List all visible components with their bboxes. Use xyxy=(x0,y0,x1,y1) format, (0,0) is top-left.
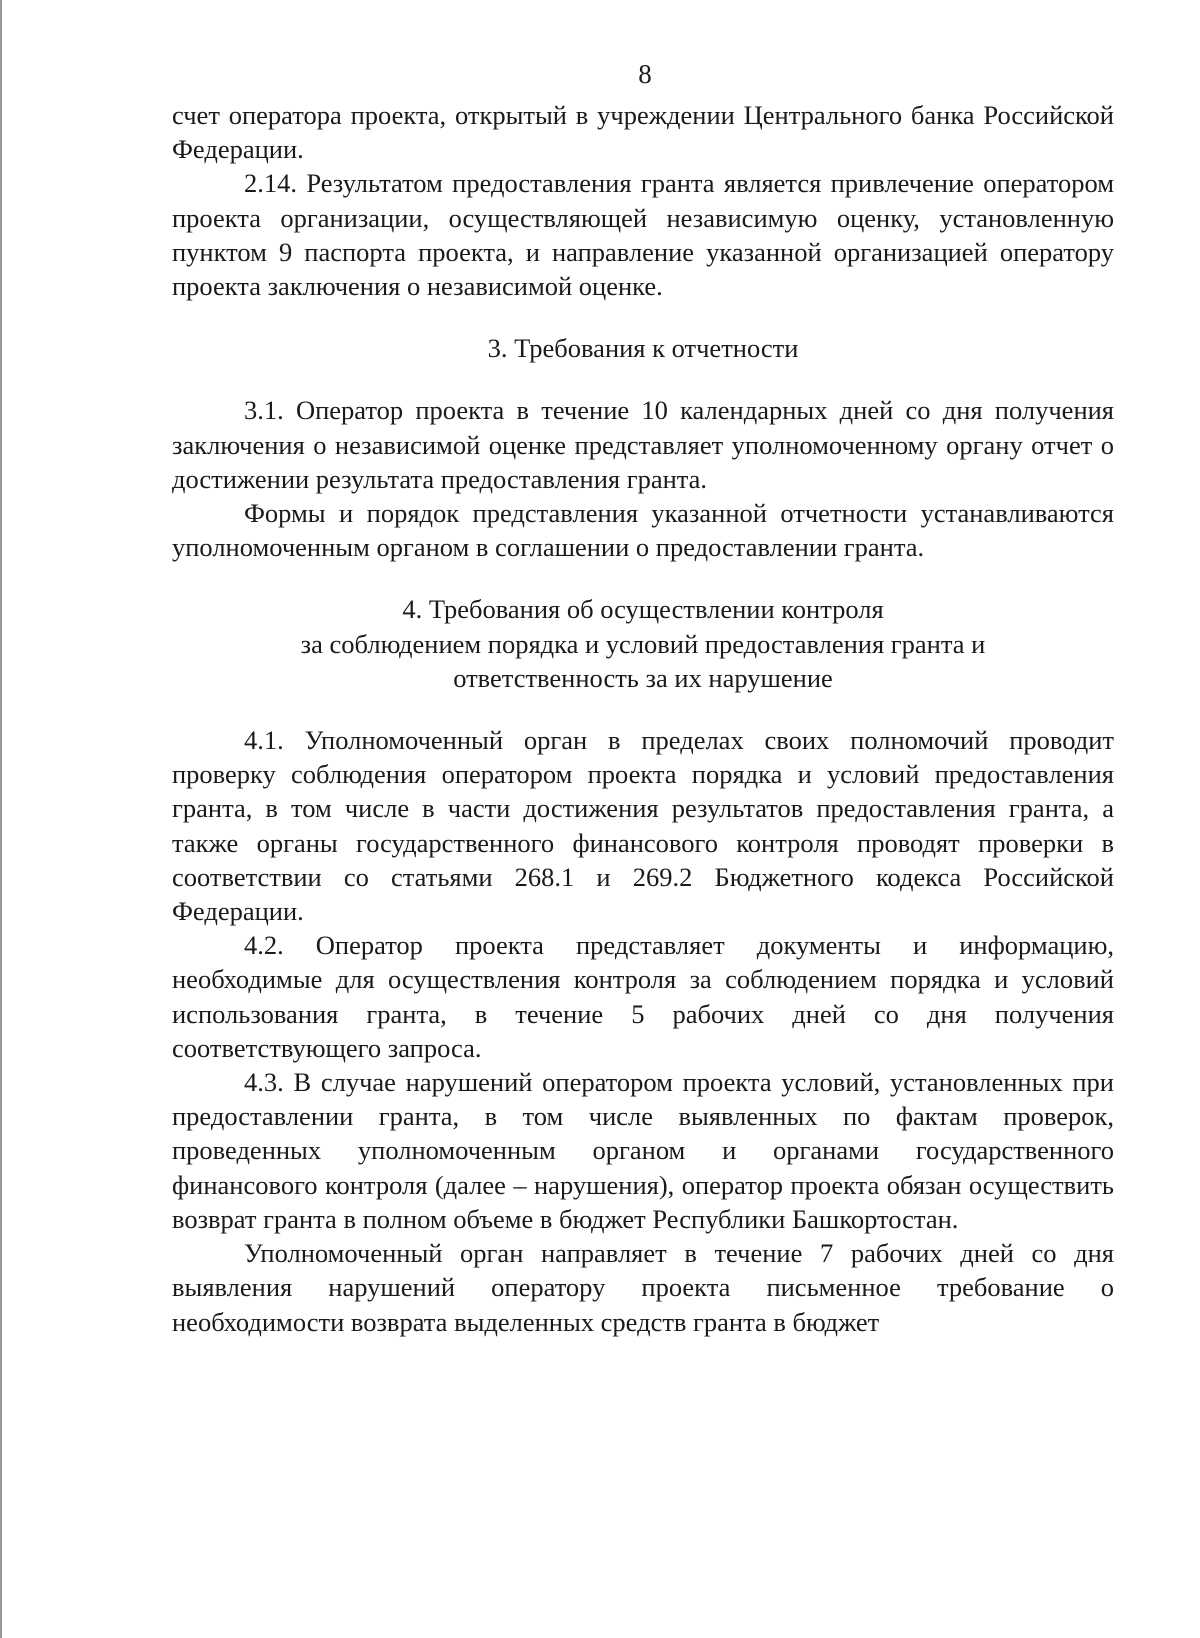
section-4-title-line-1: 4. Требования об осуществлении контроля xyxy=(402,594,884,625)
paragraph-4-3: 4.3. В случае нарушений оператором проекта условий, установленных при предоставлении гранта, в том числе выявленных по фактам проверок, проведенных уполномоченным органом и органами государственного финансового контроля (далее – нарушения), оператор проекта обязан осуществить возврат гранта в полном объеме в бюджет Республики Башкортостан. xyxy=(172,1067,1114,1234)
page-number: 8 xyxy=(638,59,652,89)
paragraph-4-1: 4.1. Уполномоченный орган в пределах своих полномочий проводит проверку соблюдения оператором проекта порядка и условий предоставления гранта, в том числе в части достижения результатов предоставления гранта, а также органы государственного финансового контроля проводят проверки в соответствии со статьями 268.1 и 269.2 Бюджетного кодекса Российской Федерации. xyxy=(172,725,1114,927)
scan-edge xyxy=(0,0,2,1638)
section-4-title-line-2: за соблюдением порядка и условий предоставления гранта и xyxy=(300,628,986,659)
section-4-title xyxy=(172,592,1114,695)
section-3-title xyxy=(172,331,1114,365)
paragraph-4-3-requirement: Уполномоченный орган направляет в течение 7 рабочих дней со дня выявления нарушений оператору проекта письменное требование о необходимости возврата выделенных средств гранта в бюджет xyxy=(172,1238,1114,1337)
section-3-title-text: 3. Требования к отчетности xyxy=(487,333,799,364)
paragraph-4-2: 4.2. Оператор проекта представляет документы и информацию, необходимые для осуществления контроля за соблюдением порядка и условий использования гранта, в течение 5 рабочих дней со дня получения соответствующего запроса. xyxy=(172,930,1114,1063)
paragraph-3-1: 3.1. Оператор проекта в течение 10 календарных дней со дня получения заключения о независимой оценке представляет уполномоченному органу отчет о достижении результата предоставления гранта. xyxy=(172,395,1114,494)
paragraph-2-14: 2.14. Результатом предоставления гранта является привлечение оператором проекта организации, осуществляющей независимую оценку, установленную пунктом 9 паспорта проекта, и направление указанной организацией оператору проекта заключения о независимой оценке. xyxy=(172,168,1114,302)
document-body xyxy=(172,98,1114,1339)
section-4-title-line-3: ответственность за их нарушение xyxy=(453,662,833,693)
paragraph-3-1-forms: Формы и порядок представления указанной отчетности устанавливаются уполномоченным органом в соглашении о предоставлении гранта. xyxy=(172,498,1114,563)
paragraph-continuation: счет оператора проекта, открытый в учреждении Центрального банка Российской Федерации. xyxy=(172,100,1114,165)
